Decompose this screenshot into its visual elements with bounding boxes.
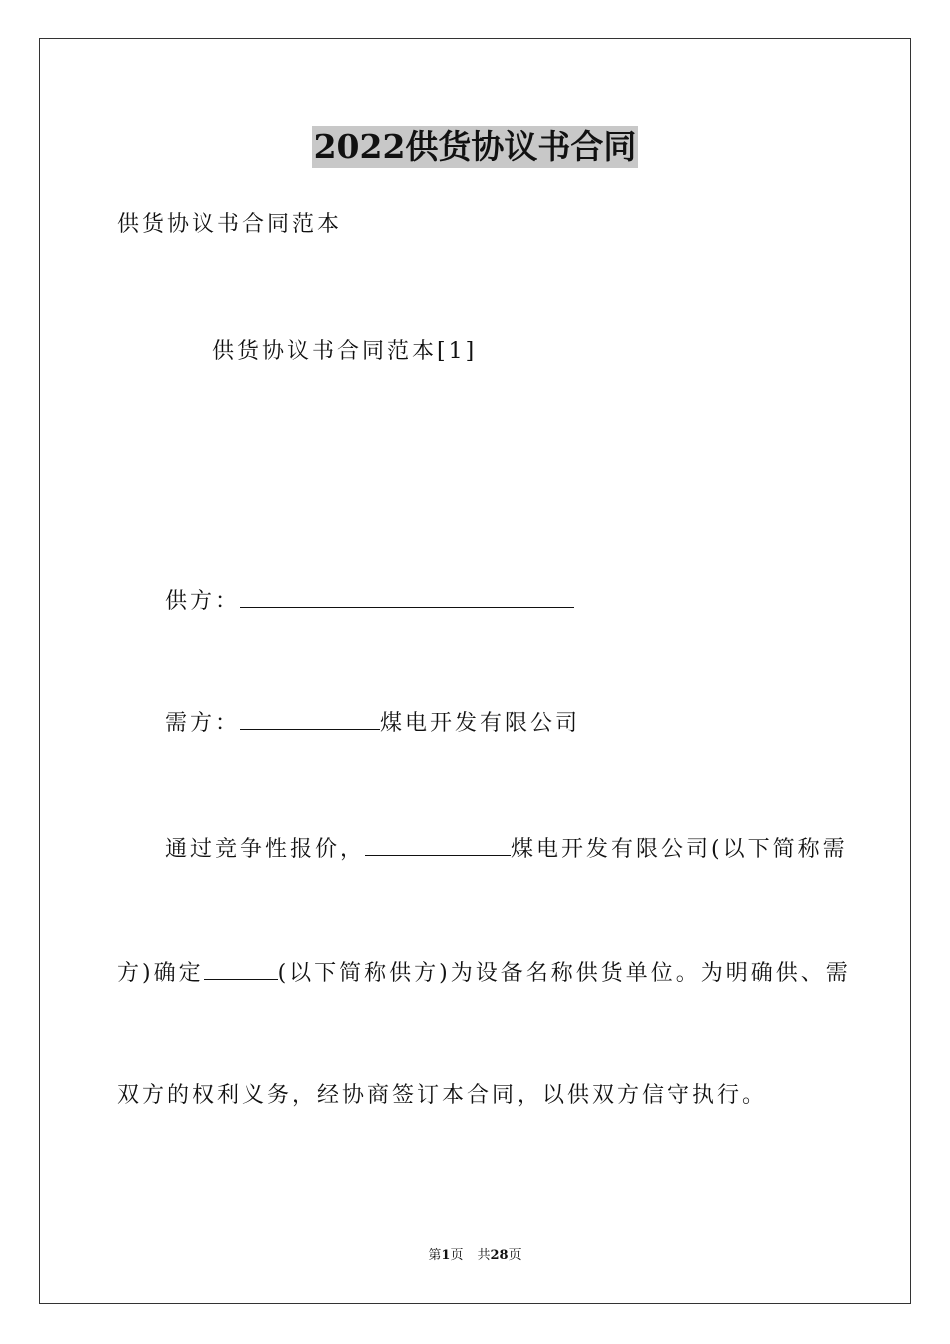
page-suffix: 页	[450, 1248, 464, 1263]
buyer-line	[165, 707, 580, 739]
paragraph-line-2	[117, 957, 851, 989]
buyer-name-blank	[240, 707, 380, 730]
title-container	[0, 126, 950, 168]
paragraph-1-text-a: 通过竞争性报价，	[165, 837, 366, 862]
supplier-name-blank	[240, 585, 574, 608]
paragraph-2-text-b: (以下简称供方)为设备名称供货单位。为明确供、需	[277, 961, 851, 986]
document-title: 2022供货协议书合同	[313, 127, 637, 166]
document-subtitle: 供货协议书合同范本	[117, 212, 343, 237]
supplier-label: 供方：	[165, 589, 241, 614]
buyer-label: 需方：	[165, 711, 241, 736]
buyer-company: 煤电开发有限公司	[380, 711, 581, 736]
section-heading: 供货协议书合同范本[1]	[212, 339, 478, 364]
paragraph-2-text-a: 方)确定	[117, 961, 204, 986]
paragraph-line-1	[165, 833, 848, 865]
page-prefix: 第	[428, 1248, 442, 1263]
page-current: 1	[441, 1248, 451, 1263]
paragraph-2-blank	[204, 957, 278, 980]
paragraph-line-3: 双方的权利义务，经协商签订本合同，以供双方信守执行。	[117, 1083, 768, 1108]
total-prefix: 共	[477, 1248, 491, 1263]
page-total: 28	[490, 1248, 509, 1263]
paragraph-1-text-b: 煤电开发有限公司(以下简称需	[511, 837, 848, 862]
page-footer	[0, 1247, 950, 1265]
total-suffix: 页	[508, 1248, 522, 1263]
supplier-line	[165, 585, 574, 617]
paragraph-1-blank	[365, 833, 511, 856]
